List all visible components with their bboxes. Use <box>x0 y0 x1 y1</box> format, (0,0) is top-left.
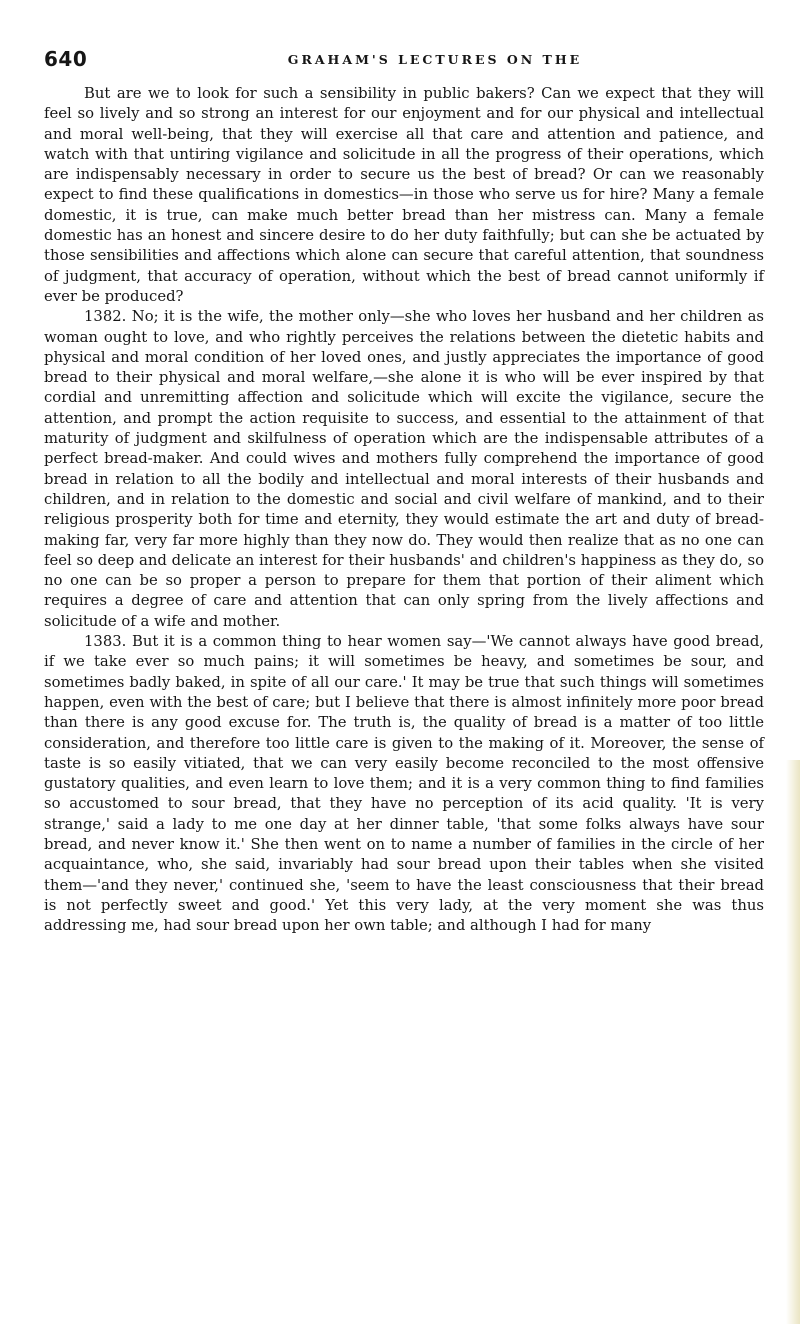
running-title: GRAHAM'S LECTURES ON THE <box>287 52 583 67</box>
page-number: 640 <box>44 47 88 71</box>
paragraph-text: No; it is the wife, the mother only—she who loves her husband and her children as woman ought to love, and who rightly perceives the relations between the dietetic habits and physical and moral condition of her loved ones, and justly appreciates the importance of good bread to their physical and moral welfare,—she alone it is who will be ever inspired by that cordial and unremitting affection and solicitude which will excite the vigilance, secure the attention, and prompt the action requisite to success, and essential to the attainment of that maturity of judgment and skilfulness of operation which are the indispensable attributes of a perfect bread-maker. And could wives and mothers fully comprehend the importance of good bread in relation to all the bodily and intellectual and moral interests of their husbands and children, and in relation to the domestic and social and civil welfare of mankind, and to their religious prosperity both for time and eternity, they would estimate the art and duty of bread-making far, very far more highly than they now do. They would then realize that as no one can feel so deep and delicate an interest for their husbands' and children's happiness as they do, so no one can be so proper a person to prepare for them that portion of their aliment which requires a degree of care and attention that can only spring from the lively affections and solicitude of a wife and mother. <box>44 308 764 630</box>
paragraph-1383 <box>44 632 764 936</box>
paragraph-1 <box>44 84 764 307</box>
body-text <box>44 84 764 936</box>
page-edge-shadow <box>786 760 800 1324</box>
running-head <box>44 46 756 72</box>
paragraph-text: But are we to look for such a sensibility in public bakers? Can we expect that they will feel so lively and so strong an interest for our enjoyment and for our physical and intellectual and moral well-being, that they will exercise all that care and attention and patience, and watch with that untiring vigilance and solicitude in all the progress of their operations, which are indispensably necessary in order to secure us the best of bread? Or can we reasonably expect to find these qualifications in domestics—in those who serve us for hire? Many a female domestic, it is true, can make much better bread than her mistress can. Many a female domestic has an honest and sincere desire to do her duty faithfully; but can she be actuated by those sensibilities and affections which alone can secure that careful attention, that soundness of judgment, that accuracy of operation, without which the best of bread cannot uniformly if ever be produced? <box>44 85 764 305</box>
paragraph-1382 <box>44 307 764 632</box>
paragraph-number: 1382. <box>84 308 127 326</box>
paragraph-number: 1383. <box>84 633 127 651</box>
paragraph-text: But it is a common thing to hear women say—'We cannot always have good bread, if we take ever so much pains; it will sometimes be heavy, and sometimes be sour, and sometimes badly baked, in spite of all our care.' It may be true that such things will sometimes happen, even with the best of care; but I believe that there is almost infinitely more poor bread than there is any good excuse for. The truth is, the quality of bread is a matter of too little consideration, and therefore too little care is given to the making of it. Moreover, the sense of taste is so easily vitiated, that we can very easily become reconciled to the most offensive gustatory qualities, and even learn to love them; and it is a very common thing to find families so accustomed to sour bread, that they have no perception of its acid quality. 'It is very strange,' said a lady to me one day at her dinner table, 'that some folks always have sour bread, and never know it.' She then went on to name a number of families in the circle of her acquaintance, who, she said, invariably had sour bread upon their tables when she visited them—'and they never,' continued she, 'seem to have the least consciousness that their bread is not perfectly sweet and good.' Yet this very lady, at the very moment she was thus addressing me, had sour bread upon her own table; and although I had for many <box>44 633 764 935</box>
